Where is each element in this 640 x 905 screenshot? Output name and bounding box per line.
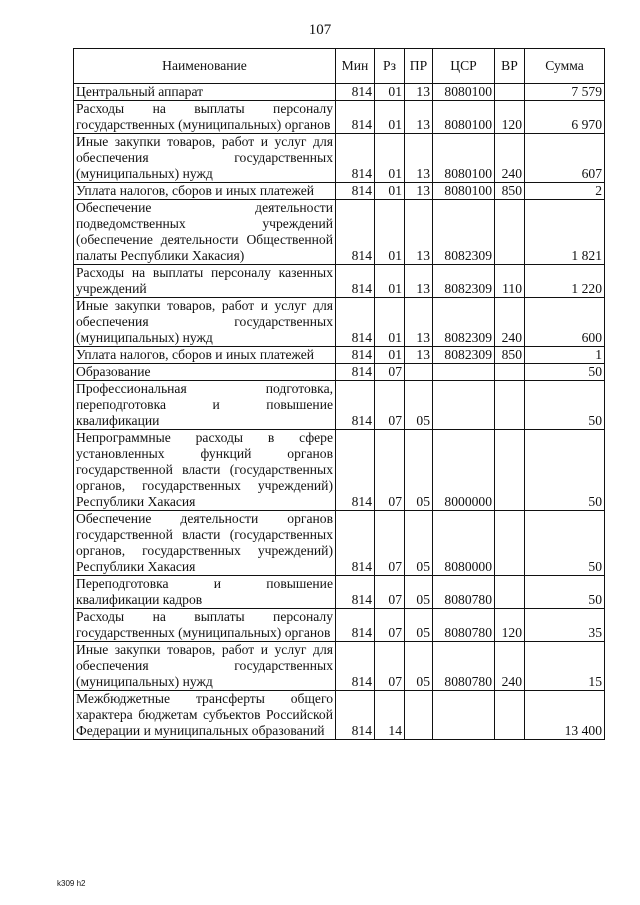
page-number: 107 (308, 22, 332, 38)
cell-min: 814 (336, 381, 375, 430)
table-row (74, 364, 605, 381)
header-pr: ПР (405, 49, 433, 84)
cell-sum: 6 970 (525, 101, 605, 134)
cell-pr: 13 (405, 200, 433, 265)
cell-pr (405, 364, 433, 381)
cell-min: 814 (336, 183, 375, 200)
cell-pr: 05 (405, 609, 433, 642)
cell-name: Иные закупки товаров, работ и услуг для обеспечения государственных (муниципальных) нужд (74, 642, 336, 691)
footer-code: k309 h2 (57, 879, 86, 888)
cell-name: Обеспечение деятельности подведомственных учреждений (обеспечение деятельности Общественной палаты Республики Хакасия) (74, 200, 336, 265)
cell-rz: 07 (375, 364, 405, 381)
cell-vr: 850 (495, 183, 525, 200)
cell-vr: 850 (495, 347, 525, 364)
cell-rz: 01 (375, 347, 405, 364)
cell-sum: 13 400 (525, 691, 605, 740)
cell-rz: 07 (375, 609, 405, 642)
cell-rz: 07 (375, 576, 405, 609)
cell-sum: 35 (525, 609, 605, 642)
cell-csr: 8082309 (433, 347, 495, 364)
cell-pr: 05 (405, 381, 433, 430)
cell-vr (495, 691, 525, 740)
cell-vr: 240 (495, 642, 525, 691)
cell-rz: 14 (375, 691, 405, 740)
header-sum: Сумма (525, 49, 605, 84)
cell-name: Переподготовка и повышение квалификации кадров (74, 576, 336, 609)
cell-sum: 50 (525, 381, 605, 430)
cell-csr: 8080100 (433, 134, 495, 183)
cell-csr: 8080100 (433, 101, 495, 134)
cell-rz: 01 (375, 265, 405, 298)
cell-min: 814 (336, 364, 375, 381)
header-min: Мин (336, 49, 375, 84)
cell-csr (433, 381, 495, 430)
cell-vr (495, 511, 525, 576)
cell-rz: 07 (375, 511, 405, 576)
cell-csr: 8080780 (433, 576, 495, 609)
cell-min: 814 (336, 576, 375, 609)
cell-pr: 13 (405, 84, 433, 101)
cell-name: Непрограммные расходы в сфере установленных функций органов государственной власти (государственных органов, государственных учреждений) Республики Хакасия (74, 430, 336, 511)
cell-rz: 01 (375, 134, 405, 183)
cell-name: Расходы на выплаты персоналу государственных (муниципальных) органов (74, 609, 336, 642)
cell-rz: 07 (375, 430, 405, 511)
cell-rz: 01 (375, 298, 405, 347)
cell-pr: 13 (405, 265, 433, 298)
cell-sum: 50 (525, 430, 605, 511)
cell-sum: 600 (525, 298, 605, 347)
cell-csr (433, 691, 495, 740)
table-row (74, 134, 605, 183)
cell-sum: 50 (525, 511, 605, 576)
cell-csr: 8080000 (433, 511, 495, 576)
table-row (74, 691, 605, 740)
cell-min: 814 (336, 134, 375, 183)
cell-pr: 13 (405, 347, 433, 364)
table-body (74, 84, 605, 740)
cell-sum: 1 220 (525, 265, 605, 298)
cell-csr: 8080780 (433, 642, 495, 691)
cell-min: 814 (336, 265, 375, 298)
cell-vr (495, 381, 525, 430)
table-row (74, 183, 605, 200)
cell-pr: 05 (405, 642, 433, 691)
cell-vr (495, 430, 525, 511)
budget-table (73, 48, 605, 740)
cell-sum: 2 (525, 183, 605, 200)
cell-vr: 110 (495, 265, 525, 298)
cell-vr: 120 (495, 609, 525, 642)
table-row (74, 642, 605, 691)
cell-min: 814 (336, 691, 375, 740)
cell-vr (495, 364, 525, 381)
cell-min: 814 (336, 642, 375, 691)
table-row (74, 84, 605, 101)
cell-rz: 07 (375, 642, 405, 691)
cell-vr: 240 (495, 298, 525, 347)
cell-csr: 8082309 (433, 200, 495, 265)
cell-vr: 240 (495, 134, 525, 183)
cell-vr: 120 (495, 101, 525, 134)
cell-name: Расходы на выплаты персоналу казенных учреждений (74, 265, 336, 298)
cell-name: Образование (74, 364, 336, 381)
table-row (74, 200, 605, 265)
cell-csr: 8082309 (433, 298, 495, 347)
cell-sum: 15 (525, 642, 605, 691)
table-row (74, 511, 605, 576)
cell-name: Обеспечение деятельности органов государственной власти (государственных органов, государственных учреждений) Республики Хакасия (74, 511, 336, 576)
cell-sum: 7 579 (525, 84, 605, 101)
header-name: Наименование (74, 49, 336, 84)
cell-min: 814 (336, 609, 375, 642)
table-row (74, 101, 605, 134)
cell-rz: 01 (375, 101, 405, 134)
cell-min: 814 (336, 101, 375, 134)
cell-sum: 50 (525, 576, 605, 609)
cell-rz: 01 (375, 200, 405, 265)
cell-name: Уплата налогов, сборов и иных платежей (74, 347, 336, 364)
cell-vr (495, 576, 525, 609)
cell-csr: 8082309 (433, 265, 495, 298)
cell-vr (495, 200, 525, 265)
table-header-row (74, 49, 605, 84)
table-row (74, 381, 605, 430)
table-row (74, 609, 605, 642)
header-vr: ВР (495, 49, 525, 84)
table-row (74, 298, 605, 347)
cell-min: 814 (336, 200, 375, 265)
cell-sum: 1 (525, 347, 605, 364)
cell-pr: 13 (405, 183, 433, 200)
cell-min: 814 (336, 298, 375, 347)
cell-sum: 50 (525, 364, 605, 381)
cell-min: 814 (336, 347, 375, 364)
cell-min: 814 (336, 511, 375, 576)
table-row (74, 430, 605, 511)
table-row (74, 576, 605, 609)
header-csr: ЦСР (433, 49, 495, 84)
cell-min: 814 (336, 430, 375, 511)
cell-csr: 8080100 (433, 183, 495, 200)
cell-name: Иные закупки товаров, работ и услуг для обеспечения государственных (муниципальных) нужд (74, 298, 336, 347)
cell-csr (433, 364, 495, 381)
cell-name: Иные закупки товаров, работ и услуг для обеспечения государственных (муниципальных) нужд (74, 134, 336, 183)
cell-min: 814 (336, 84, 375, 101)
cell-rz: 01 (375, 84, 405, 101)
header-rz: Рз (375, 49, 405, 84)
table-row (74, 347, 605, 364)
cell-pr: 05 (405, 430, 433, 511)
cell-pr: 13 (405, 101, 433, 134)
cell-csr: 8080100 (433, 84, 495, 101)
cell-name: Центральный аппарат (74, 84, 336, 101)
cell-name: Межбюджетные трансферты общего характера бюджетам субъектов Российской Федерации и муниципальных образований (74, 691, 336, 740)
cell-pr (405, 691, 433, 740)
cell-rz: 07 (375, 381, 405, 430)
cell-sum: 1 821 (525, 200, 605, 265)
cell-vr (495, 84, 525, 101)
cell-pr: 05 (405, 576, 433, 609)
cell-pr: 13 (405, 298, 433, 347)
cell-name: Расходы на выплаты персоналу государственных (муниципальных) органов (74, 101, 336, 134)
cell-name: Профессиональная подготовка, переподготовка и повышение квалификации (74, 381, 336, 430)
cell-csr: 8080780 (433, 609, 495, 642)
cell-csr: 8000000 (433, 430, 495, 511)
table-row (74, 265, 605, 298)
cell-name: Уплата налогов, сборов и иных платежей (74, 183, 336, 200)
cell-pr: 05 (405, 511, 433, 576)
cell-pr: 13 (405, 134, 433, 183)
cell-sum: 607 (525, 134, 605, 183)
cell-rz: 01 (375, 183, 405, 200)
